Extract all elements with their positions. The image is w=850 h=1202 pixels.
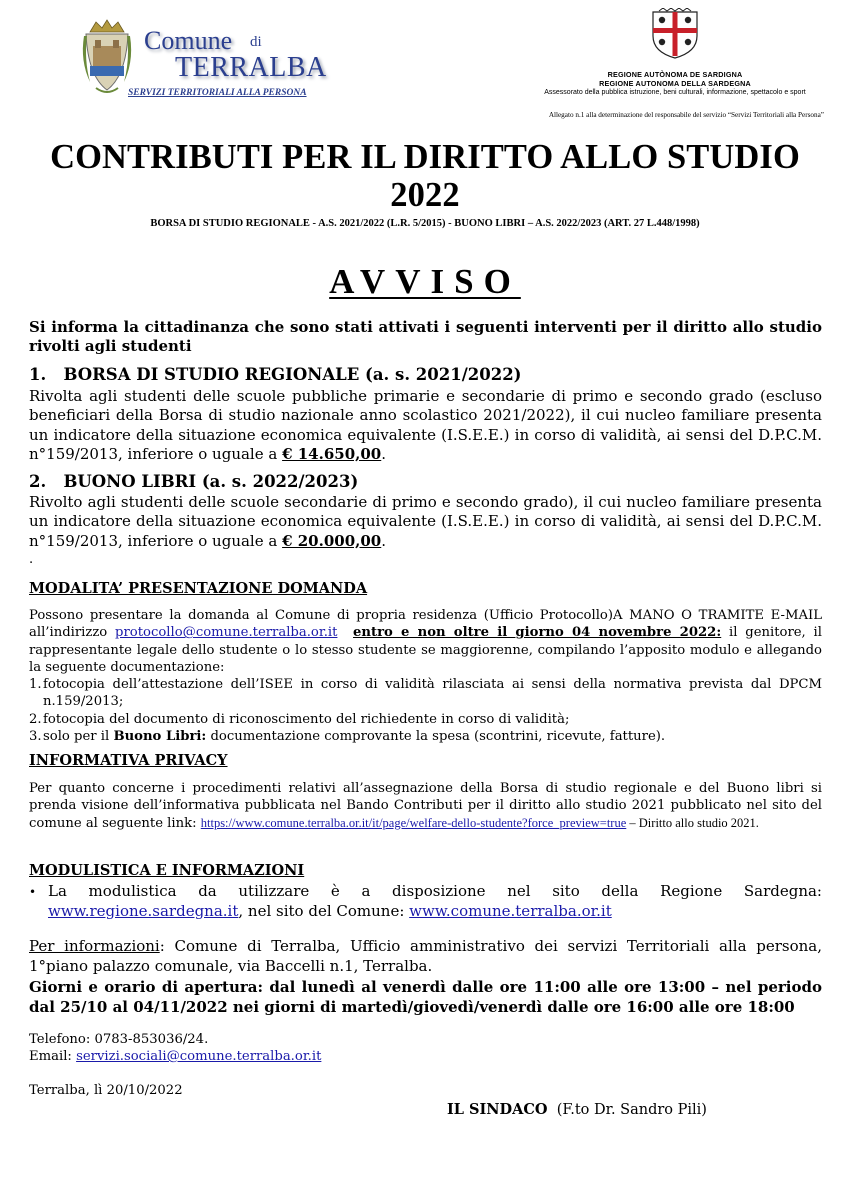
email-label: Email: [29, 1049, 77, 1064]
regione-sardegna-header [540, 8, 840, 128]
servizi-territoriali-label: SERVIZI TERRITORIALI ALLA PERSONA [128, 88, 307, 98]
section-2-number: 2. [29, 472, 47, 491]
list-item-number: 1. [29, 677, 42, 692]
list-item-text [43, 728, 822, 745]
modulistica-bullet-item [29, 882, 822, 921]
deadline-text: entro e non oltre il giorno 04 novembre 2022: [353, 625, 722, 641]
modalita-text-2: il genitore, il rappresentante legale dello studente o lo stesso studente se maggiorenne, compilando l’apposito modulo e allegando la seguente documentazione: [29, 625, 822, 675]
page-title [20, 138, 830, 214]
section-1-heading [29, 365, 822, 385]
section-2-text: Rivolto agli studenti delle scuole secondarie di primo e secondo grado), il cui nucleo familiare presenta un indicatore della situazione economica equivalente (I.S.E.E.) in corso di validità, ai sensi del D.P.C.M. n°159/2013, inferiore o uguale a [29, 493, 822, 550]
terralba-crest-icon [78, 16, 136, 96]
assessorato-label: Assessorato della pubblica istruzione, beni culturali, informazione, spettacolo e sport [544, 89, 806, 96]
place-date: Terralba, lì 20/10/2022 [29, 1083, 183, 1098]
section-2-heading [29, 472, 822, 492]
page-subtitle: BORSA DI STUDIO REGIONALE - A.S. 2021/2022 (L.R. 5/2015) - BUONO LIBRI – A.S. 2022/2023 (ART. 27 L.448/1998) [150, 218, 700, 229]
modalita-heading: MODALITA’ PRESENTAZIONE DOMANDA [29, 580, 368, 597]
section-1-text: Rivolta agli studenti delle scuole pubbliche primarie e secondarie di primo e secondo grado (escluso beneficiari della Borsa di studio nazionale anno scolastico 2021/2022), il cui nucleo familiare presenta un indicatore della situazione economica equivalente (I.S.E.E.) in corso di validità, ai sensi del D.P.C.M. n°159/2013, inferiore o uguale a [29, 387, 822, 463]
stray-dot: . [29, 552, 34, 567]
section-2-amount: € 20.000,00 [282, 531, 382, 550]
email-line [29, 1048, 822, 1066]
comune-terralba-logo [78, 14, 327, 102]
info-paragraph [29, 937, 822, 976]
comune-word: Comune [144, 26, 233, 55]
signature-line [447, 1101, 707, 1118]
comune-terralba-link[interactable]: www.comune.terralba.or.it [409, 901, 612, 920]
di-word: di [250, 34, 262, 50]
privacy-text-1: Per quanto concerne i procedimenti relativi all’assegnazione della Borsa di studio regionale e del Buono libri si prenda visione dell’informativa pubblicata nel Bando Contributi per il diritto allo studio 2021 pubblicato nel sito del comune al seguente link: [29, 781, 822, 831]
section-2-body [29, 493, 822, 551]
section-2-title: BUONO LIBRI (a. s. 2022/2023) [63, 472, 359, 491]
section-2-period: . [381, 531, 387, 550]
regione-name-italian: REGIONE AUTONOMA DELLA SARDEGNA [599, 79, 751, 88]
modalita-text-1: Possono presentare la domanda al Comune di propria residenza (Ufficio Protocollo)A MANO O TRAMITE E-MAIL all’indirizzo [29, 608, 822, 641]
regione-name-sardinian: REGIONE AUTÒNOMA DE SARDIGNA [607, 70, 743, 79]
sindaco-label: IL SINDACO [447, 1101, 548, 1118]
title-line-1: CONTRIBUTI PER IL DIRITTO ALLO STUDIO [50, 138, 800, 176]
opening-hours: Giorni e orario di apertura: dal lunedì al venerdì dalle ore 11:00 alle ore 13:00 – nel periodo dal 25/10 al 04/11/2022 nei giorni di martedì/giovedì/venerdì dalle ore 16:00 alle ore 18:00 [29, 978, 822, 1016]
list-item-number: 2. [29, 711, 42, 727]
list-item-text: fotocopia del documento di riconoscimento del richiedente in corso di validità; [43, 711, 570, 727]
list-item-number: 3. [29, 728, 42, 744]
regione-sardegna-link[interactable]: www.regione.sardegna.it [48, 901, 239, 920]
servizi-sociali-email-link[interactable]: servizi.sociali@comune.terralba.or.it [76, 1049, 322, 1064]
terralba-word: TERRALBA [175, 52, 327, 83]
modulistica-text [48, 882, 822, 921]
welfare-studente-link[interactable]: https://www.comune.terralba.or.it/it/page/welfare-dello-studente?force_preview=true [200, 815, 627, 830]
list-item-rest: documentazione comprovante la spesa (scontrini, ricevute, fatture). [206, 728, 666, 744]
firma-text: (F.to Dr. Sandro Pili) [556, 1102, 707, 1118]
telefono-line: Telefono: 0783-853036/24. [29, 1032, 209, 1047]
protocollo-email-link[interactable]: protocollo@comune.terralba.or.it [115, 625, 338, 641]
section-1-amount: € 14.650,00 [282, 444, 382, 463]
list-item [29, 728, 822, 745]
documentation-list [29, 676, 822, 745]
section-1-body [29, 387, 822, 464]
privacy-heading: INFORMATIVA PRIVACY [29, 752, 228, 769]
info-text: : Comune di Terralba, Ufficio amministrativo dei servizi Territoriali alla persona, 1°piano palazzo comunale, via Baccelli n.1, Terralba. [29, 937, 822, 975]
allegato-note: Allegato n.1 alla determinazione del responsabile del servizio “Servizi Territoriali alla Persona” [548, 111, 824, 119]
intro-paragraph: Si informa la cittadinanza che sono stati attivati i seguenti interventi per il diritto allo studio rivolti agli studenti [29, 318, 822, 355]
modulistica-text-2: , nel sito del Comune: [238, 901, 410, 920]
buono-libri-label: Buono Libri: [113, 728, 207, 744]
privacy-text-2: – Diritto allo studio 2021. [626, 815, 759, 830]
privacy-paragraph [29, 780, 822, 832]
list-item-text: fotocopia dell’attestazione dell’ISEE in corso di validità rilasciata ai sensi della normativa prevista dal DPCM n.159/2013; [43, 677, 822, 710]
list-item-pre: solo per il [43, 728, 114, 744]
modulistica-heading: MODULISTICA E INFORMAZIONI [29, 862, 305, 879]
list-item [29, 711, 822, 728]
section-1-number: 1. [29, 365, 47, 384]
modalita-paragraph [29, 607, 822, 676]
list-item [29, 676, 822, 711]
title-line-2: 2022 [390, 176, 460, 214]
sardinia-four-moors-logo-icon [649, 8, 701, 60]
section-1-period: . [381, 444, 387, 463]
bullet-icon: • [29, 885, 37, 899]
modulistica-text-1: La modulistica da utilizzare è a disposizione nel sito della Regione Sardegna: [48, 882, 822, 900]
avviso-heading: AVVISO [329, 262, 521, 301]
section-1-title: BORSA DI STUDIO REGIONALE (a. s. 2021/2022) [63, 365, 522, 384]
info-label: Per informazioni [29, 937, 160, 955]
